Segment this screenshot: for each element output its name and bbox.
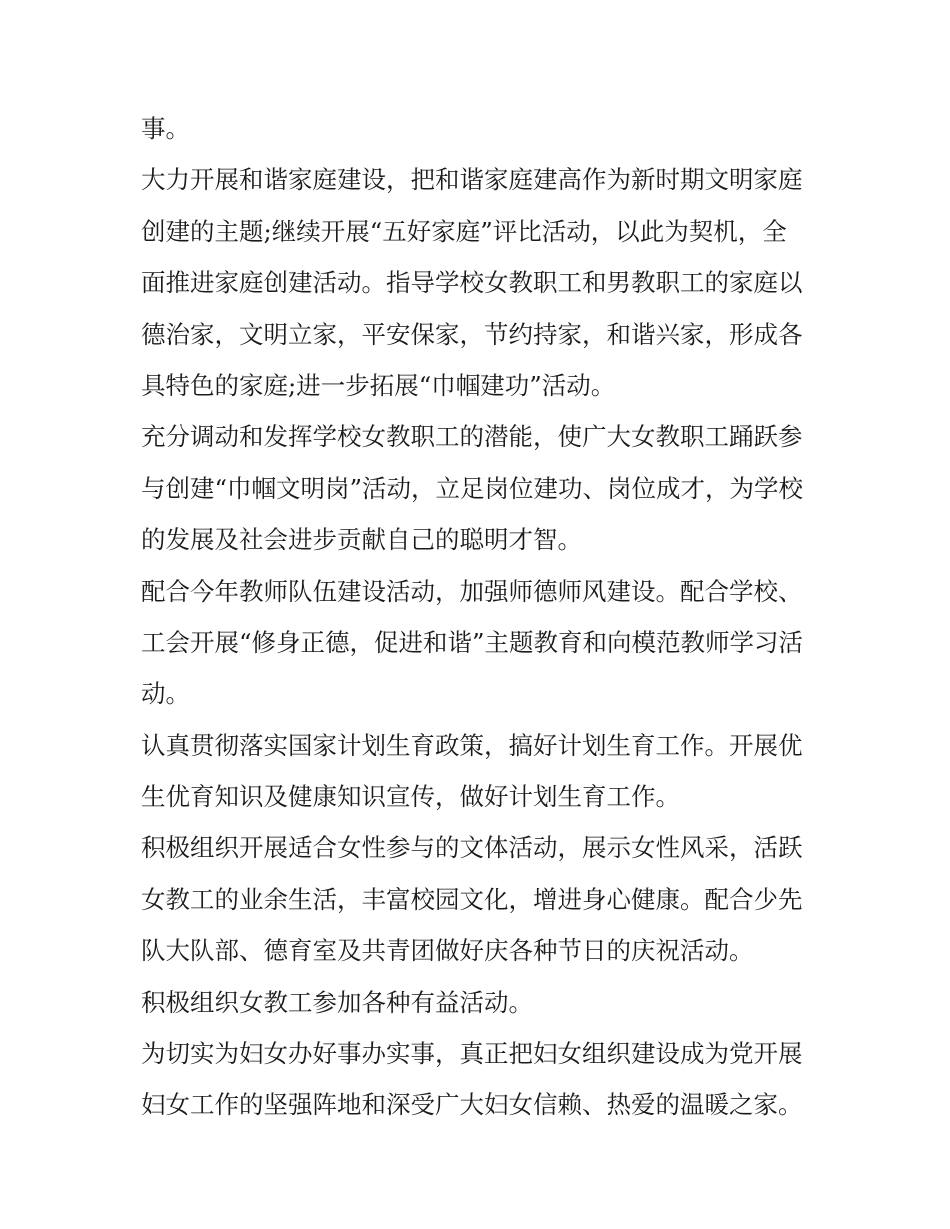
text-line: 创建的主题;继续开展“五好家庭”评比活动，以此为契机，全	[141, 216, 787, 246]
text-line: 生优育知识及健康知识宣传，做好计划生育工作。	[141, 782, 680, 812]
text-line: 妇女工作的坚强阵地和深受广大妇女信赖、热爱的温暖之家。	[141, 1090, 803, 1120]
text-line: 与创建“巾帼文明岗”活动，立足岗位建功、岗位成才，为学校	[141, 473, 804, 503]
text-line: 认真贯彻落实国家计划生育政策，搞好计划生育工作。开展优	[141, 730, 803, 760]
text-line: 积极组织开展适合女性参与的文体活动，展示女性风采，活跃	[141, 833, 803, 863]
text-line: 面推进家庭创建活动。指导学校女教职工和男教职工的家庭以	[141, 268, 803, 298]
text-line: 队大队部、德育室及共青团做好庆各种节日的庆祝活动。	[141, 936, 754, 966]
text-line: 事。	[141, 114, 190, 143]
text-line: 配合今年教师队伍建设活动，加强师德师风建设。配合学校、	[141, 576, 803, 606]
text-line: 女教工的业余生活，丰富校园文化，增进身心健康。配合少先	[141, 884, 803, 914]
document-body	[141, 103, 821, 1131]
text-line: 具特色的家庭;进一步拓展“巾帼建功”活动。	[141, 370, 616, 400]
text-line: 工会开展“修身正德，促进和谐”主题教育和向模范教师学习活	[141, 627, 804, 657]
text-line: 为切实为妇女办好事办实事，真正把妇女组织建设成为党开展	[141, 1039, 803, 1069]
text-line: 充分调动和发挥学校女教职工的潜能，使广大女教职工踊跃参	[141, 422, 803, 452]
text-line: 积极组织女教工参加各种有益活动。	[141, 987, 533, 1017]
text-line: 的发展及社会进步贡献自己的聪明才智。	[141, 525, 582, 555]
text-line: 大力开展和谐家庭建设，把和谐家庭建高作为新时期文明家庭	[141, 165, 803, 195]
text-line: 德治家，文明立家，平安保家，节约持家，和谐兴家，形成各	[141, 319, 803, 349]
text-line: 动。	[141, 679, 190, 709]
